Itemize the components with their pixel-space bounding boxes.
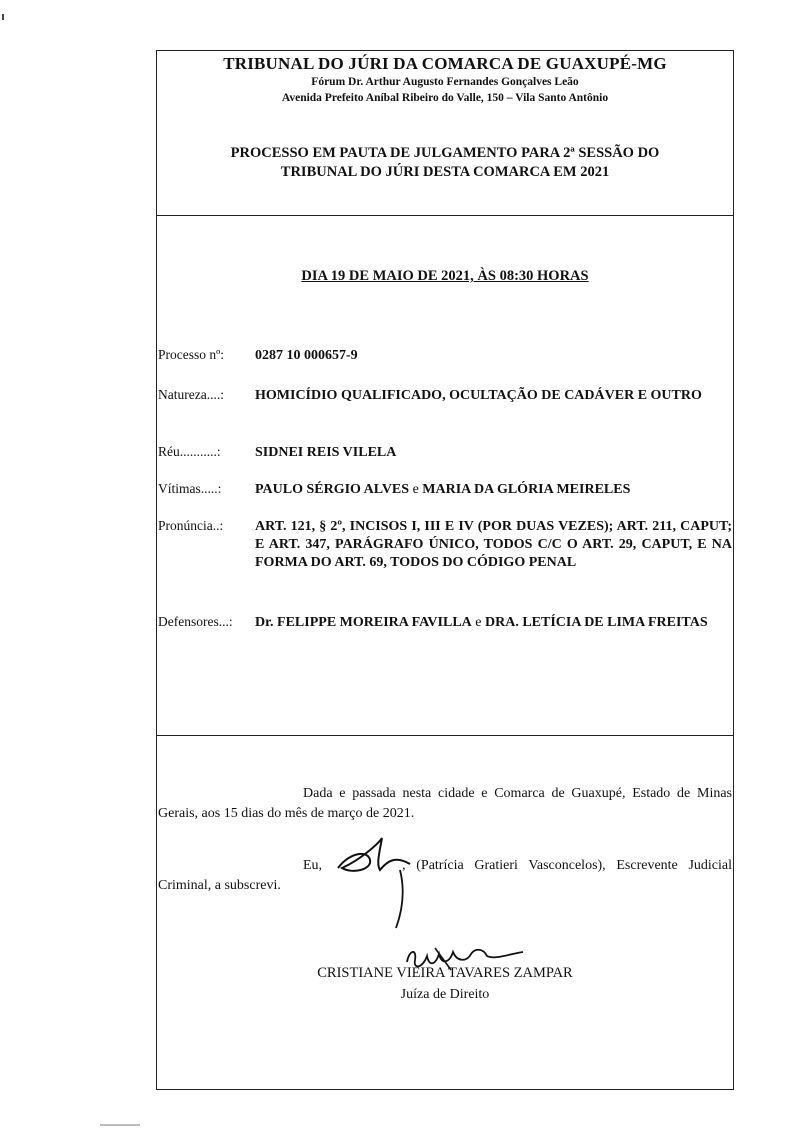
natureza-value: HOMICÍDIO QUALIFICADO, OCULTAÇÃO DE CADÁVER E OUTRO: [255, 388, 702, 403]
subject-line-1: PROCESSO EM PAUTA DE JULGAMENTO PARA 2ª SESSÃO DO: [230, 145, 660, 161]
clerk-paragraph: [158, 856, 732, 896]
defensores-value: [255, 614, 732, 632]
vitimas-connector: e: [409, 482, 423, 497]
closing-paragraph: [158, 784, 732, 824]
reu-value: SIDNEI REIS VILELA: [255, 445, 397, 460]
subject-line-2: TRIBUNAL DO JÚRI DESTA COMARCA EM 2021: [280, 164, 610, 180]
clerk-text: , (Patrícia Gratieri Vasconcelos), Escrevente Judicial Criminal, a subscrevi.: [158, 858, 732, 893]
processo-label: Processo nº:: [158, 347, 225, 362]
clerk-signature: [330, 830, 420, 930]
closing-divider: [156, 735, 734, 736]
reu-label: Réu...........:: [158, 444, 221, 459]
scan-bottom-mark: [100, 1124, 140, 1126]
judge-name: CRISTIANE VIEIRA TAVARES ZAMPAR: [317, 965, 573, 981]
defensor-2: DRA. LETÍCIA DE LIMA FREITAS: [485, 615, 708, 630]
vitimas-label: Vítimas.....:: [158, 481, 222, 496]
forum-name: Fórum Dr. Arthur Augusto Fernandes Gonçalves Leão: [311, 76, 579, 88]
closing-text: Dada e passada nesta cidade e Comarca de Guaxupé, Estado de Minas Gerais, aos 15 dias do mês de março de 2021.: [158, 786, 732, 821]
session-date: DIA 19 DE MAIO DE 2021, ÀS 08:30 HORAS: [301, 268, 589, 284]
judge-title: Juíza de Direito: [400, 987, 490, 1002]
vitima-1: PAULO SÉRGIO ALVES: [255, 482, 410, 497]
pronuncia-label: Pronúncia..:: [158, 518, 224, 533]
defensores-connector: e: [471, 615, 485, 630]
header-divider: [156, 215, 734, 216]
forum-address: Avenida Prefeito Aníbal Ribeiro do Valle, 150 – Vila Santo Antônio: [281, 92, 609, 104]
vitima-2: MARIA DA GLÓRIA MEIRELES: [422, 482, 631, 497]
court-title: TRIBUNAL DO JÚRI DA COMARCA DE GUAXUPÉ-MG: [223, 54, 667, 73]
defensores-label: Defensores...:: [158, 614, 233, 629]
natureza-label: Natureza....:: [158, 387, 224, 402]
defensor-1: Dr. FELIPPE MOREIRA FAVILLA: [255, 615, 472, 630]
vitimas-value: [255, 481, 732, 499]
clerk-prefix: Eu,: [303, 858, 323, 873]
processo-value: 0287 10 000657-9: [255, 348, 358, 363]
pronuncia-value: ART. 121, § 2º, INCISOS I, III E IV (POR DUAS VEZES); ART. 211, CAPUT; E ART. 347, PARÁGRAFO ÚNICO, TODOS C/C O ART. 29, CAPUT, E NA FORMA DO ART. 69, TODOS DO CÓDIGO PENAL: [255, 519, 732, 570]
scan-edge-mark: [2, 14, 4, 20]
